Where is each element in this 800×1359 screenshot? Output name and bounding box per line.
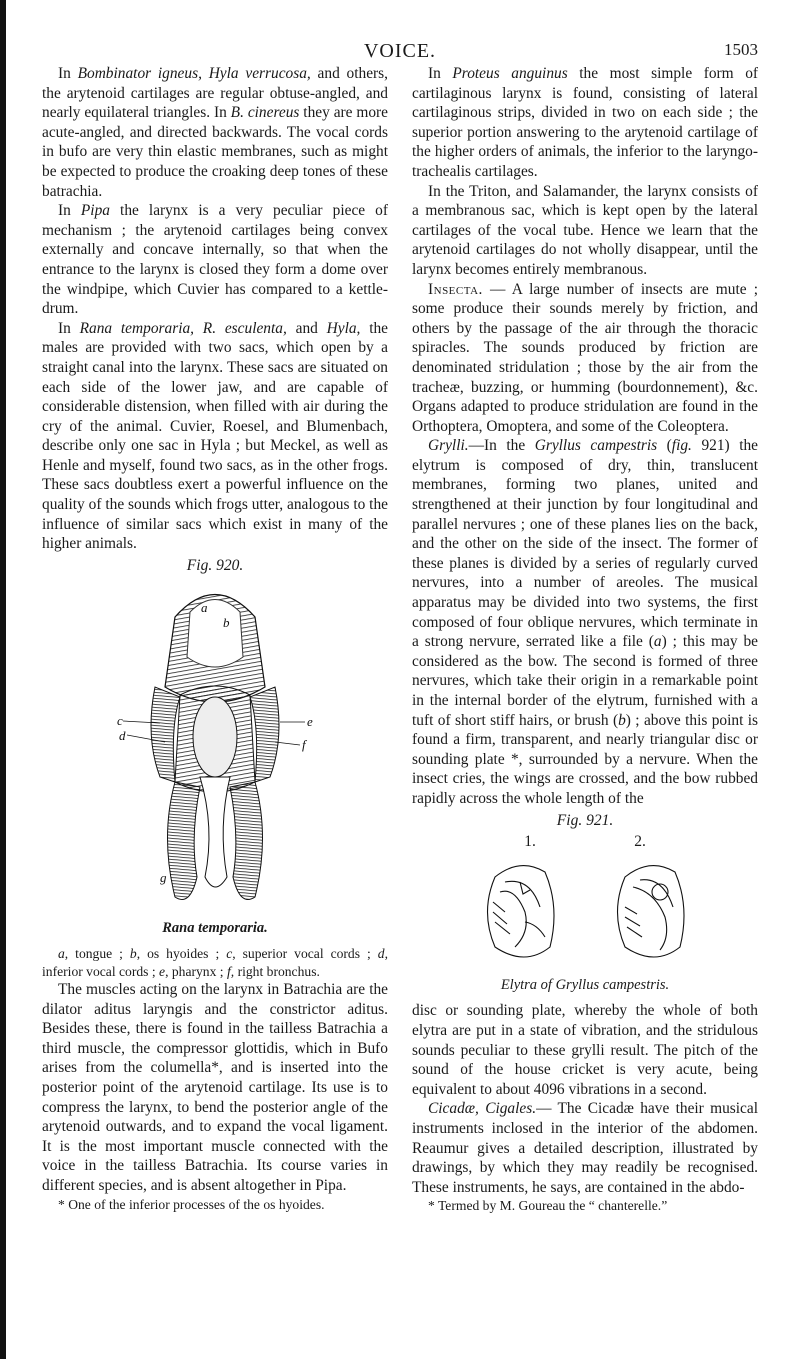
page-number: 1503 <box>724 40 758 59</box>
footnote: * One of the inferior processes of the os hyoides. <box>58 1196 325 1212</box>
figure-920-larynx-drawing <box>115 577 315 915</box>
paragraph: disc or sounding plate, whereby the whole of both elytra are put in a state of vibration, and the stridulous sounds peculiar to these grylli result. The pitch of the sound of the house cricket is very acute, being equivalent to about 4096 vibrations in a second. <box>412 1002 758 1098</box>
paragraph: Grylli.—In the Gryllus campestris (fig. 921) the elytrum is composed of dry, thin, translucent membranes, forming two planes, united and strengthened at their junction by four longitudinal and parallel nervures ; one of these planes lies on the back, and the other on the side of the insect. The former of these planes is divided by a series of regularly curved nervures, into a number of areoles. The musical apparatus may be divided into two systems, the first composed of four oblique nervures, which terminate in a strong nervure, serrated like a file (a) ; this may be considered as the bow. The second is formed of three nervures, which take their origin in a remarkable point in the internal border of the elytrum, furnished with a tuft of short stiff hairs, or brush (b) ; above this point is found a firm, transparent, and nearly triangular disc or sounding plate *, surrounded by a nervure. When the insect cries, the wings are crossed, and the bow rubbed rapidly across the whole length of the <box>412 437 759 807</box>
figure-920-letter-g: g <box>160 870 167 886</box>
page-edge-shadow <box>0 0 6 1359</box>
paragraph: In the Triton, and Salamander, the larynx consists of a membranous sac, which is kept open by the lateral cartilages of the vocal tube. Hence we learn that the arytenoid cartilages do not wholly disappear, until the larynx becomes entirely membranous. <box>412 182 758 278</box>
paragraph: In Pipa the larynx is a very peculiar piece of mechanism ; the arytenoid cartilages being convex externally and concave internally, so that when the entrance to the larynx is closed they form a dome over the windpipe, which Cuvier has compared to a kettle-drum. <box>42 202 388 318</box>
elytrum-1 <box>488 865 555 956</box>
running-head: VOICE. <box>363 40 437 62</box>
figure-920-letter-a: a <box>201 600 208 616</box>
figure-921-label: Fig. 921. <box>556 811 614 829</box>
figure-920-letter-d: d <box>119 728 126 744</box>
paragraph: Cicadæ, Cigales.— The Cicadæ have their musical instruments inclosed in the interior of the abdomen. Reaumur gives a detailed description, illustrated by drawings, by which they may readily be recognised. These instruments, he says, are contained in the abdo- <box>412 1100 758 1196</box>
figure-921-caption: Elytra of Gryllus campestris. <box>500 976 670 993</box>
figure-920-label: Fig. 920. <box>186 556 244 574</box>
paragraph: In Bombinator igneus, Hyla verrucosa, and others, the arytenoid cartilages are regular obtuse-angled, and nearly equilateral triangles. In B. cinereus they are more acute-angled, and directed backwards. The vocal cords in bufo are very thin elastic membranes, such as might be expected to produce the croaking deep tones of these batrachia. <box>42 65 388 200</box>
elytrum-2 <box>618 865 685 956</box>
figure-921-panel-1-label: 1. <box>524 833 536 851</box>
paragraph: Insecta. — A large number of insects are mute ; some produce their sounds merely by friction, and others by the passage of the air through the thoracic spiracles. The sounds produced by friction are denominated stridulation ; those by the air from the tracheæ, buzzing, or humming (bourdonnement), &c. Organs adapted to produce stridulation are found in the Orthoptera, Omoptera, and some of the Coleoptera. <box>412 280 758 435</box>
figure-920-letter-e: e <box>307 714 313 730</box>
footnote: * Termed by M. Goureau the “ chanterelle.” <box>428 1198 668 1214</box>
figure-920-caption: a, tongue ; b, os hyoides ; c, superior vocal cords ; d, inferior vocal cords ; e, pharynx ; f, right bronchus. <box>42 946 388 979</box>
figure-920-title: Rana temporaria. <box>162 920 268 937</box>
figure-921-panel-labels <box>475 832 695 852</box>
figure-920-letter-c: c <box>117 713 123 729</box>
figure-920-letter-f: f <box>302 737 306 753</box>
left-column <box>42 64 388 1213</box>
paragraph: In Rana temporaria, R. esculenta, and Hyla, the males are provided with two sacs, which open by a straight canal into the larynx. These sacs are situated on each side of the lower jaw, and are capable of considerable distension, when filled with air during the cry of the animal. Cuvier, Roesel, and Blumenbach, describe only one sac in Hyla ; but Meckel, as well as Henle and myself, found two sacs, as in the other frogs. These sacs doubtless exert a powerful influence on the quality of the sounds which frogs utter, analogous to the influence of similar sacs which exist in many of the higher animals. <box>42 319 389 553</box>
figure-921-elytra-drawing <box>465 852 705 972</box>
paragraph: In Proteus anguinus the most simple form of cartilaginous larynx is found, consisting of lateral cartilaginous strips, divided in two on each side ; the superior portion answering to the arytenoid cartilage of the higher orders of animals, the inferior to the laryngo-trachealis cartilages. <box>412 65 759 180</box>
figure-921-panel-2-label: 2. <box>634 833 646 851</box>
paragraph: The muscles acting on the larynx in Batrachia are the dilator aditus laryngis and the constrictor aditus. Besides these, there is found in the tailless Batrachia a third muscle, the compressor glottidis, which in Bufo arises from the columella*, and is inserted into the posterior point of the arytenoid cartilage. Its use is to compress the larynx, to bend the posterior angle of the arytenoid outwards, and to expand the vocal ligament. It is the most important muscle connected with the voice in the tailless Batrachia. Its course varies in different species, and is absent altogether in Pipa. <box>42 981 388 1194</box>
figure-920-letter-b: b <box>223 615 230 631</box>
right-column <box>412 64 758 1214</box>
